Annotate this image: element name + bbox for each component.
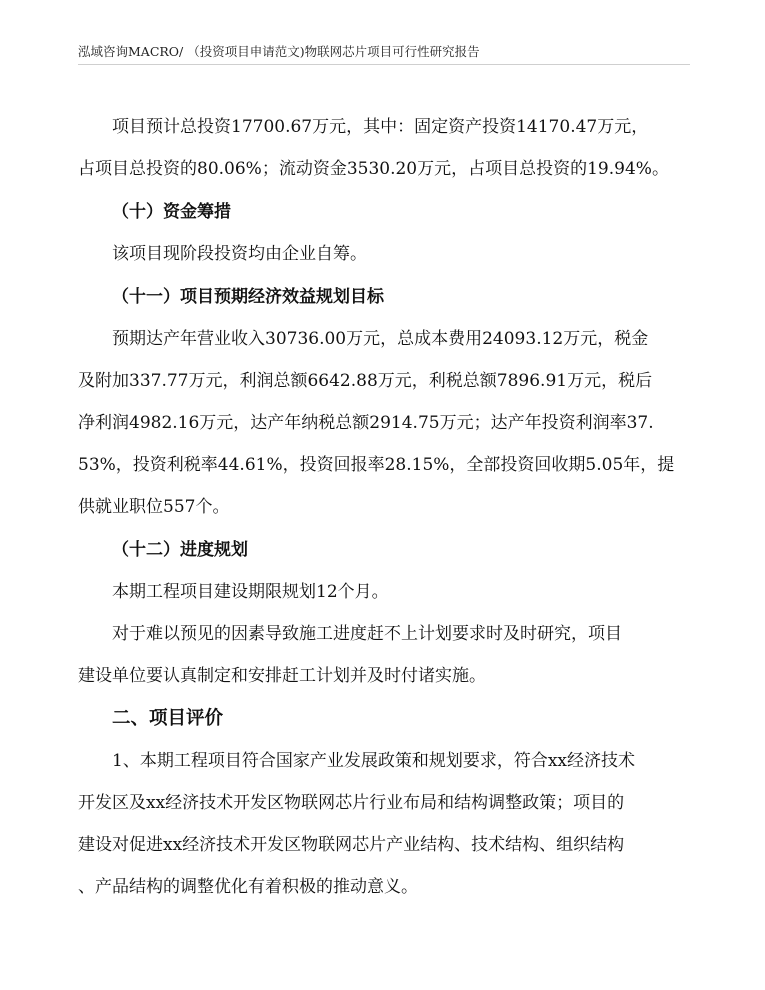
section-heading: （十二）进度规划 [112,540,248,560]
paragraph-line: 1、本期工程项目符合国家产业发展政策和规划要求，符合xx经济技术 [112,751,635,771]
paragraph-line: 开发区及xx经济技术开发区物联网芯片行业布局和结构调整政策；项目的 [78,793,625,813]
paragraph-line: 占项目总投资的80.06%；流动资金3530.20万元，占项目总投资的19.94%。 [78,159,669,179]
paragraph-line: 建设单位要认真制定和安排赶工计划并及时付诸实施。 [78,666,486,686]
paragraph-line: 、产品结构的调整优化有着积极的推动意义。 [78,877,418,897]
part-2 [78,698,690,908]
paragraph-line: 供就业职位557个。 [78,497,230,517]
paragraph-line: 项目预计总投资17700.67万元，其中：固定资产投资14170.47万元， [112,117,649,137]
paragraph-line: 对于难以预见的因素导致施工进度赶不上计划要求时及时研究，项目 [112,624,622,644]
section-11 [78,276,690,528]
paragraph-line: 净利润4982.16万元，达产年纳税总额2914.75万元；达产年投资利润率37. [78,413,654,433]
paragraph-line: 预期达产年营业收入30736.00万元，总成本费用24093.12万元，税金 [112,329,649,349]
paragraph-line: 及附加337.77万元，利润总额6642.88万元，利税总额7896.91万元，税后 [78,371,653,391]
part-heading: 二、项目评价 [112,708,224,729]
paragraph-line: 该项目现阶段投资均由企业自筹。 [112,244,367,264]
section-12 [78,529,690,697]
paragraph-line: 建设对促进xx经济技术开发区物联网芯片产业结构、技术结构、组织结构 [78,835,625,855]
running-header: 泓域咨询MACRO/ （投资项目申请范文)物联网芯片项目可行性研究报告 [78,44,480,59]
section-10 [78,191,690,275]
paragraph-line: 本期工程项目建设期限规划12个月。 [112,582,389,602]
investment-paragraph [78,106,690,190]
section-heading: （十一）项目预期经济效益规划目标 [112,287,384,307]
section-heading: （十）资金筹措 [112,202,231,222]
paragraph-line: 53%，投资利税率44.61%，投资回报率28.15%，全部投资回收期5.05年，提 [78,455,675,475]
